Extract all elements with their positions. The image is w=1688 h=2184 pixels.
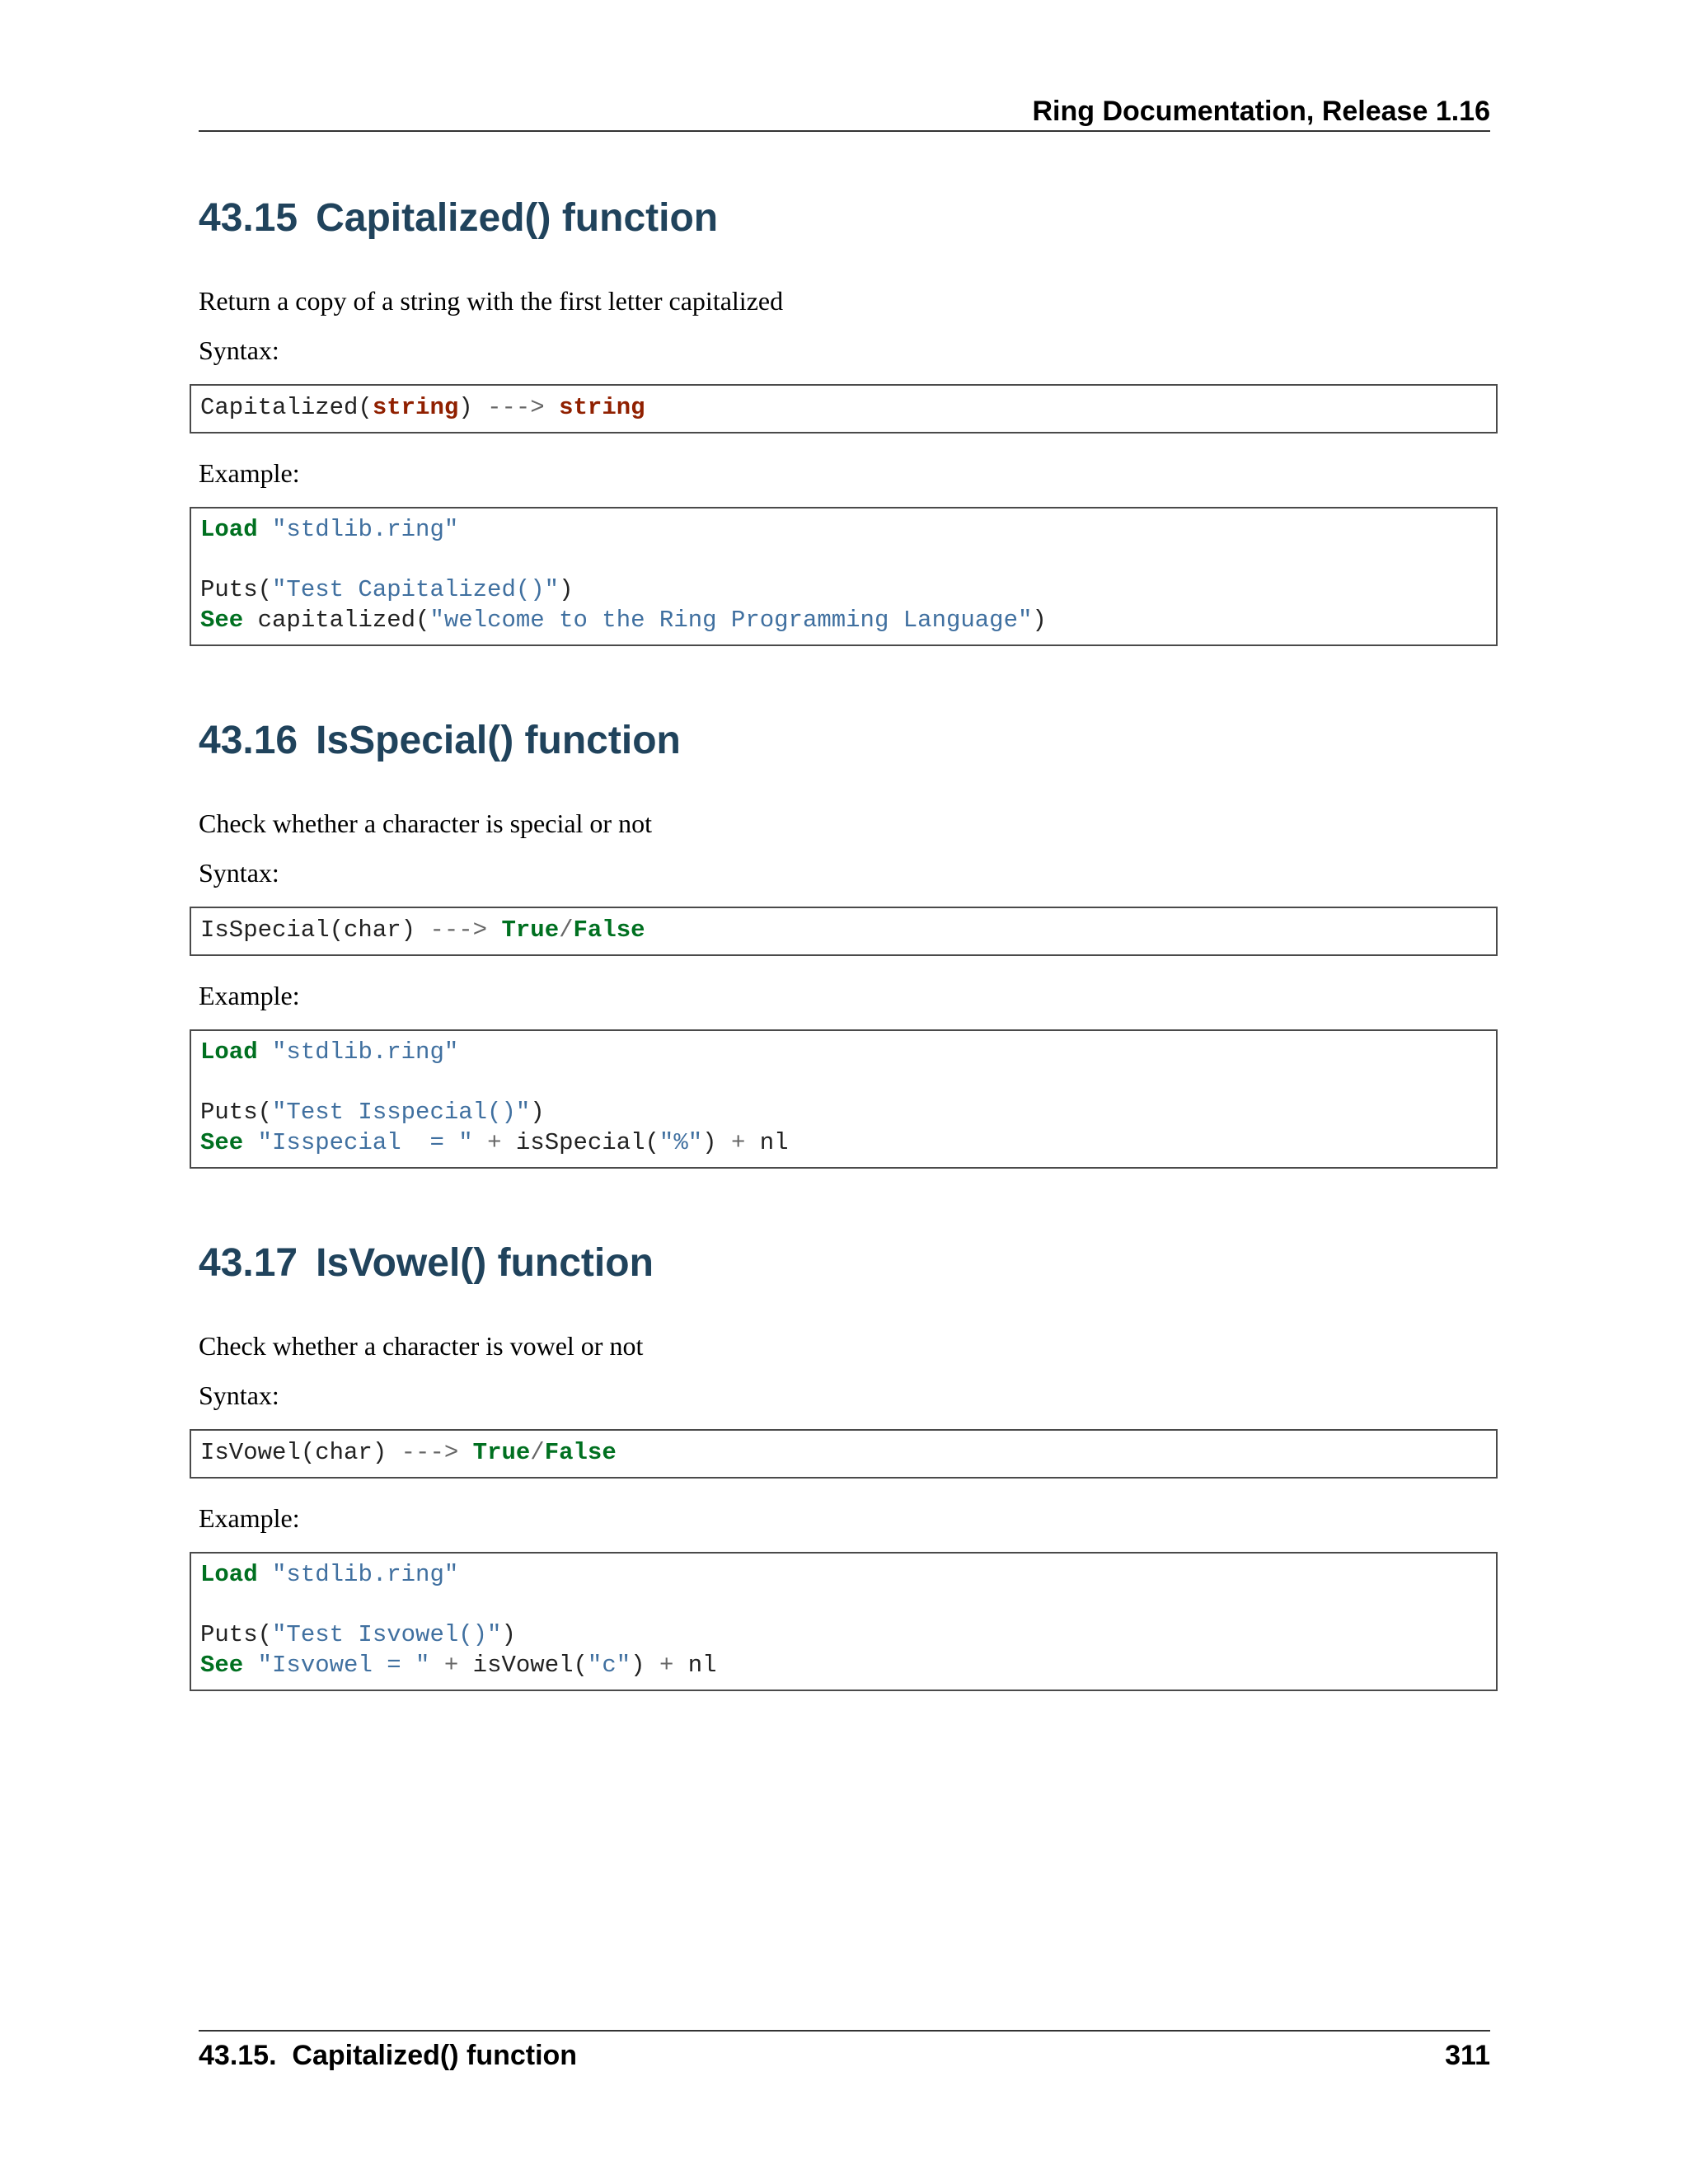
code-token: Puts( [200,1099,273,1126]
code-token: "%" [659,1128,703,1156]
code-line [200,1038,1487,1068]
code-token: False [544,1439,617,1466]
code-line [200,1128,1487,1159]
example-label: Example: [199,1503,300,1533]
code-token: "welcome to the Ring Programming Language" [429,606,1033,634]
code-token: ) [458,394,488,421]
code-token: See [200,606,244,634]
code-token: Load [200,516,258,543]
section-title [199,715,1490,767]
code-line [200,1438,1487,1469]
code-token: ---> [487,394,545,421]
code-token: Capitalized( [200,394,373,421]
section-heading-text: IsVowel() function [316,1241,654,1285]
code-token: + [730,1128,746,1156]
section-isspecial [199,715,1490,1156]
code-token: See [200,1128,244,1156]
section-title [199,1237,1490,1290]
section-isvowel [199,1237,1490,1679]
code-token: ---> [401,1439,459,1466]
code-token: Puts( [200,1621,273,1648]
code-line [200,916,1487,946]
example-label: Example: [199,458,300,488]
code-token: False [573,916,645,944]
code-token: nl [745,1128,789,1156]
code-token: "Test Isvowel()" [272,1621,502,1648]
code-token: string [372,394,459,421]
code-line [200,393,1487,424]
code-line [200,515,1487,546]
code-token: "Test Isspecial()" [272,1099,531,1126]
section-description: Check whether a character is vowel or not [199,1331,644,1361]
code-token: / [530,1439,545,1466]
section-description: Return a copy of a string with the first letter capitalized [199,286,784,316]
syntax-code-block [190,1429,1498,1479]
code-line-blank [200,1591,1487,1621]
code-token: isVowel( [458,1651,588,1679]
example-code-block [190,1552,1498,1691]
running-header: Ring Documentation, Release 1.16 [199,92,1490,132]
code-line [200,1098,1487,1128]
code-token: / [559,916,574,944]
section-heading-text: IsSpecial() function [316,719,681,762]
code-token: "stdlib.ring" [272,1561,459,1588]
page-number: 311 [1445,2040,1490,2071]
code-token: + [443,1651,459,1679]
section-number: 43.16 [199,719,298,762]
code-token: "Test Capitalized()" [272,576,560,603]
syntax-label: Syntax: [199,335,279,365]
syntax-code-block [190,384,1498,434]
code-token: ) [559,576,574,603]
section-number: 43.17 [199,1241,298,1285]
code-token: "stdlib.ring" [272,516,459,543]
code-token: "stdlib.ring" [272,1038,459,1066]
code-token: "Isvowel = " [257,1651,430,1679]
code-token: ) [631,1651,659,1679]
syntax-label: Syntax: [199,1380,279,1410]
code-token: isSpecial( [501,1128,659,1156]
code-line [200,606,1487,636]
code-token: ) [702,1128,731,1156]
code-token: Puts( [200,576,273,603]
code-token: capitalized( [243,606,430,634]
code-token: See [200,1651,244,1679]
section-heading-text: Capitalized() function [316,196,719,240]
code-token: ) [1032,606,1047,634]
code-token: + [659,1651,674,1679]
code-token: "Isspecial = " [257,1128,473,1156]
code-token: IsVowel(char) [200,1439,401,1466]
code-line [200,1651,1487,1681]
code-token: + [487,1128,502,1156]
code-token: True [501,916,560,944]
section-capitalized [199,192,1490,634]
footer-section-title: 43.15. Capitalized() function [199,2040,578,2071]
code-token: nl [673,1651,717,1679]
code-line [200,575,1487,606]
code-token: IsSpecial(char) [200,916,430,944]
code-line-blank [200,546,1487,576]
example-code-block [190,507,1498,646]
document-page [199,0,1490,2184]
section-title [199,192,1490,245]
code-token: Load [200,1561,258,1588]
code-line-blank [200,1068,1487,1099]
example-label: Example: [199,981,300,1010]
section-description: Check whether a character is special or not [199,808,652,838]
code-token: Load [200,1038,258,1066]
code-token: True [472,1439,531,1466]
code-line [200,1560,1487,1591]
code-token: ---> [429,916,488,944]
code-line [200,1620,1487,1651]
example-code-block [190,1029,1498,1169]
syntax-code-block [190,907,1498,956]
section-number: 43.15 [199,196,298,240]
code-token: "c" [587,1651,631,1679]
code-token: string [559,394,645,421]
running-footer [199,2030,1490,2073]
syntax-label: Syntax: [199,858,279,888]
code-token: ) [530,1099,545,1126]
code-token: ) [501,1621,516,1648]
